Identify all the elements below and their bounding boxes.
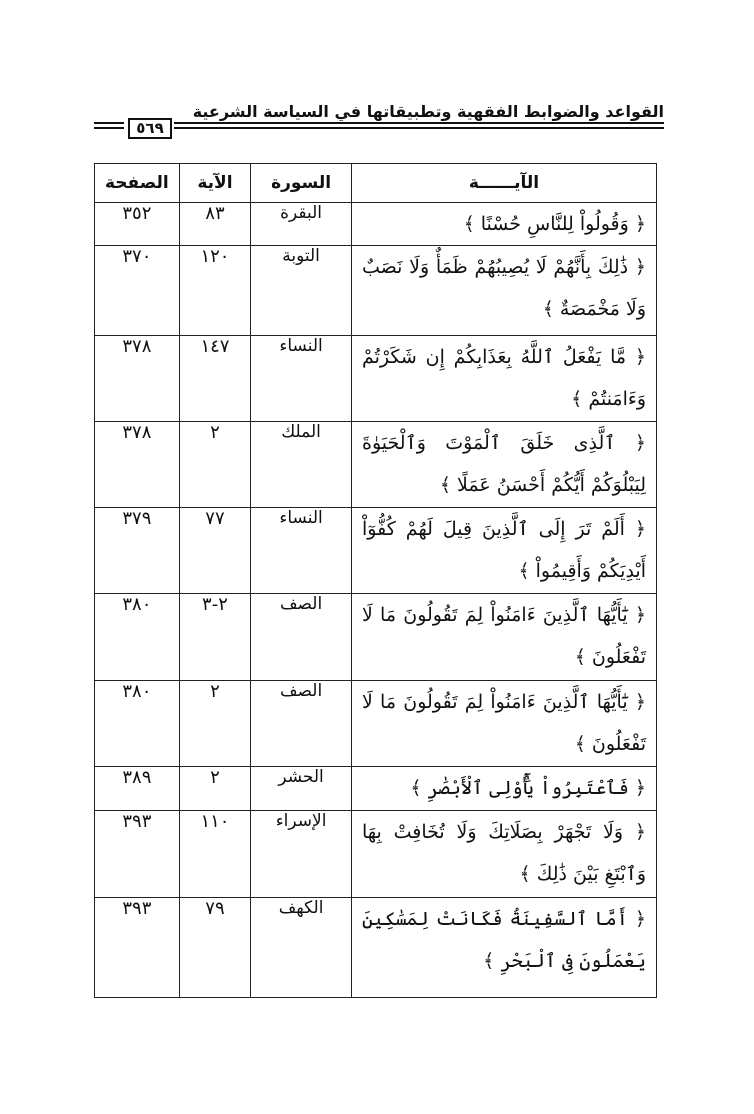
- ayah-text: ﴿ وَلَا تَجْهَرْ بِصَلَاتِكَ وَلَا تُخَافِتْ بِهَا وَٱبْتَغِ بَيْنَ ذَٰلِكَ ﴾: [352, 811, 657, 898]
- surah-name: الحشر: [251, 767, 352, 811]
- page-ref: ٣٧٩: [95, 508, 180, 594]
- ayah-number: ٢-٣: [179, 594, 250, 681]
- page-ref: ٣٨٠: [95, 594, 180, 681]
- page-number: ٥٦٩: [128, 118, 172, 139]
- ayah-number: ١١٠: [179, 811, 250, 898]
- ayah-number: ٢: [179, 767, 250, 811]
- table-row: [95, 508, 657, 594]
- page-ref: ٣٥٢: [95, 203, 180, 246]
- surah-name: الإسراء: [251, 811, 352, 898]
- surah-name: البقرة: [251, 203, 352, 246]
- surah-name: الصف: [251, 681, 352, 767]
- table-header-row: [95, 164, 657, 203]
- surah-name: الصف: [251, 594, 352, 681]
- surah-name: الملك: [251, 422, 352, 508]
- column-header-surah: السورة: [251, 164, 352, 203]
- table-row: [95, 246, 657, 336]
- ayah-text: ﴿ وَقُولُواْ لِلنَّاسِ حُسْنًا ﴾: [352, 203, 657, 246]
- table-row: [95, 898, 657, 998]
- ayah-text: ﴿ أَلَمْ تَرَ إِلَى ٱلَّذِينَ قِيلَ لَهُمْ كُفُّوٓاْ أَيْدِيَكُمْ وَأَقِيمُواْ ﴾: [352, 508, 657, 594]
- verse-index-table: [94, 163, 657, 998]
- ayah-number: ٧٧: [179, 508, 250, 594]
- ayah-text: ﴿ يَٰٓأَيُّهَا ٱلَّذِينَ ءَامَنُواْ لِمَ تَقُولُونَ مَا لَا تَفْعَلُونَ ﴾: [352, 681, 657, 767]
- surah-name: النساء: [251, 336, 352, 422]
- ayah-number: ٨٣: [179, 203, 250, 246]
- ayah-text: ﴿ مَّا يَفْعَلُ ٱللَّهُ بِعَذَابِكُمْ إِن شَكَرْتُمْ وَءَامَنتُمْ ﴾: [352, 336, 657, 422]
- header-rule-left: [94, 122, 124, 132]
- table-row: [95, 811, 657, 898]
- ayah-number: ٧٩: [179, 898, 250, 998]
- table-row: [95, 422, 657, 508]
- table-row: [95, 203, 657, 246]
- surah-name: الكهف: [251, 898, 352, 998]
- page-ref: ٣٧٠: [95, 246, 180, 336]
- ayah-text: ﴿ يَٰٓأَيُّهَا ٱلَّذِينَ ءَامَنُواْ لِمَ تَقُولُونَ مَا لَا تَفْعَلُونَ ﴾: [352, 594, 657, 681]
- table-row: [95, 767, 657, 811]
- ayah-number: ١٢٠: [179, 246, 250, 336]
- ayah-number: ٢: [179, 681, 250, 767]
- ayah-text: ﴿ ذَٰلِكَ بِأَنَّهُمْ لَا يُصِيبُهُمْ ظَمَأٌ وَلَا نَصَبٌ وَلَا مَخْمَصَةٌ ﴾: [352, 246, 657, 336]
- column-header-page: الصفحة: [95, 164, 180, 203]
- page-ref: ٣٩٣: [95, 898, 180, 998]
- running-title: القواعد والضوابط الفقهية وتطبيقاتها في السياسة الشرعية: [192, 102, 664, 121]
- page-ref: ٣٧٨: [95, 422, 180, 508]
- ayah-number: ١٤٧: [179, 336, 250, 422]
- surah-name: النساء: [251, 508, 352, 594]
- page-ref: ٣٨٠: [95, 681, 180, 767]
- page-header: [94, 98, 664, 138]
- page-ref: ٣٧٨: [95, 336, 180, 422]
- ayah-text: ﴿ ٱلَّذِى خَلَقَ ٱلْمَوْتَ وَٱلْحَيَوٰةَ لِيَبْلُوَكُمْ أَيُّكُمْ أَحْسَنُ عَمَلًا ﴾: [352, 422, 657, 508]
- column-header-ayah: الآيــــــة: [352, 164, 657, 203]
- page-ref: ٣٨٩: [95, 767, 180, 811]
- header-rule-right: [174, 122, 664, 132]
- ayah-text: ﴿ فَٱعْتَبِرُواْ يَٰٓأُوْلِى ٱلْأَبْصَٰرِ ﴾: [352, 767, 657, 811]
- ayah-number: ٢: [179, 422, 250, 508]
- ayah-text: ﴿ أَمَّا ٱلسَّفِينَةُ فَكَانَتْ لِمَسَٰكِينَ يَعْمَلُونَ فِى ٱلْبَحْرِ ﴾: [352, 898, 657, 998]
- column-header-ayah-number: الآية: [179, 164, 250, 203]
- table-row: [95, 594, 657, 681]
- table-row: [95, 681, 657, 767]
- table-row: [95, 336, 657, 422]
- page-ref: ٣٩٣: [95, 811, 180, 898]
- surah-name: التوبة: [251, 246, 352, 336]
